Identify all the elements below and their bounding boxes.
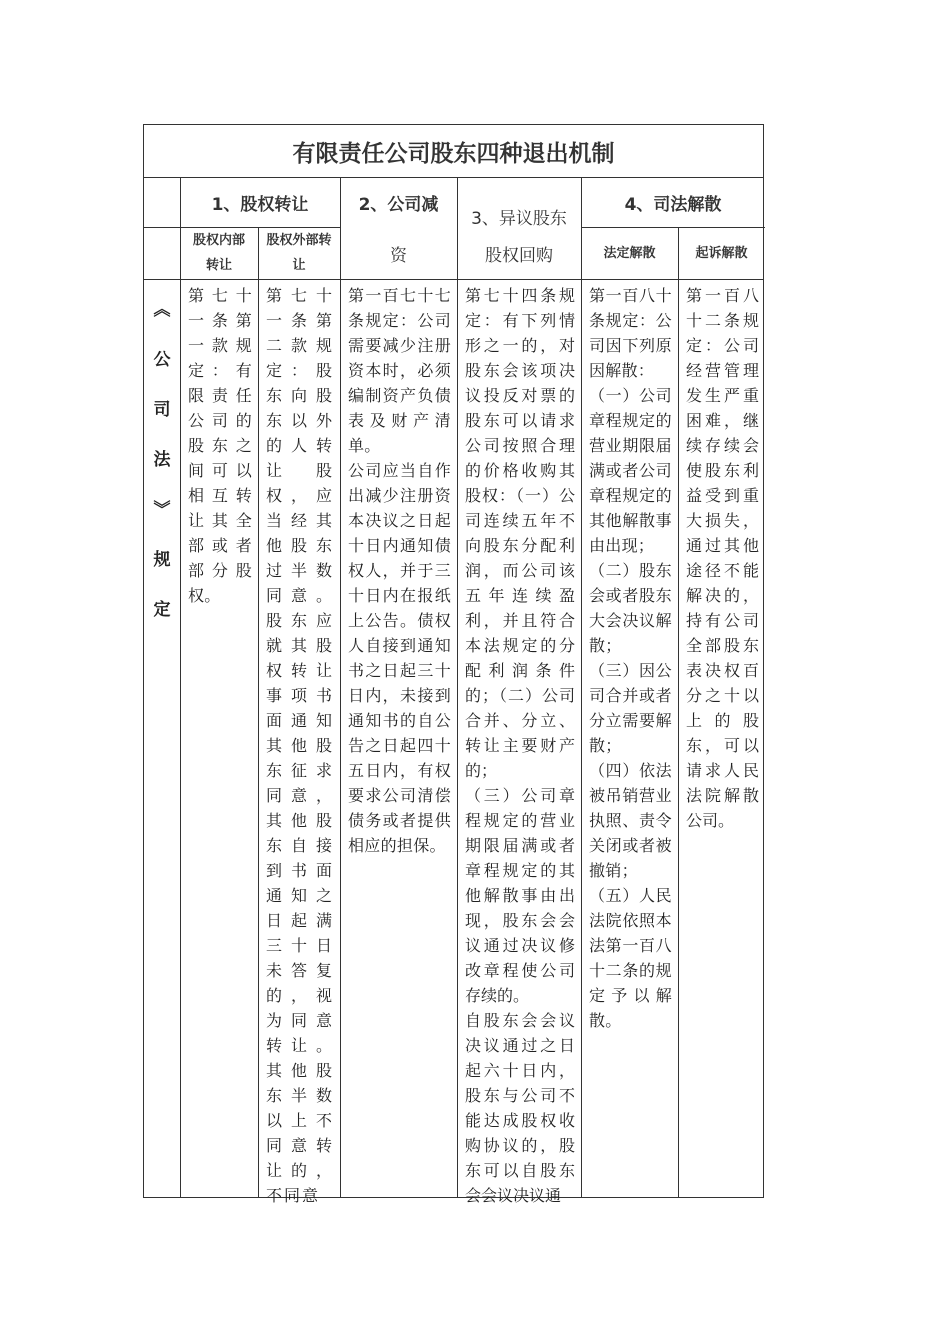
row-label-char: 司 (153, 400, 171, 420)
cell-dissent-buyback (458, 279, 581, 1205)
cell-external-transfer: 第七十一条第二款规定：股东向股东以外的人转让股权，应当经其他股东过半数同意。股东应就其股权转让事项书面通知其他股东征求同意，其他股东自接到书面通知之日起满三十日未答复的，视为同意转让。其他股东半数以上不同意转让的，不同意 (266, 286, 334, 1205)
paragraph: 第一百七十七条规定：公司需要减少注册资本时，必须编制资产负债表及财产清单。 (348, 286, 451, 455)
cell-capital-reduction (341, 279, 457, 1197)
header-capital-reduction: 2、公司减 (358, 194, 439, 215)
header-capital-reduction-line2: 资 (390, 245, 407, 266)
paragraph: （三）因公司合并或者分立需要解散； (589, 661, 672, 755)
row-label-char: 公 (153, 350, 171, 370)
paragraph: （五）人民法院依照本法第一百八十二条的规定予以解散。 (589, 886, 672, 1030)
table-title: 有限责任公司股东四种退出机制 (292, 140, 615, 167)
row-label-char: 规 (153, 550, 171, 570)
cell-statutory-dissolution (582, 279, 678, 1197)
paragraph: （四）依法被吊销营业执照、责令关闭或者被撤销； (589, 761, 672, 880)
paragraph: 第一百八十条规定：公司因下列原因解散： (589, 286, 672, 380)
divider (144, 227, 180, 228)
paragraph: 公司应当自作出减少注册资本决议之日起十日内通知债权人，并于三十日内在报纸上公告。债权人自接到通知书之日起三十日内，未接到通知书的自公告之日起四十五日内，有权要求公司清偿债务或者提供相应的担保。 (348, 461, 451, 855)
cell-internal-transfer: 第七十一条第一款规定：有限责任公司的股东之间可以相互转让其全部或者部分股权。 (188, 286, 252, 605)
header-judicial-dissolution: 4、司法解散 (624, 194, 722, 215)
paragraph: （一）公司章程规定的营业期限届满或者公司章程规定的其他解散事由出现； (589, 386, 672, 555)
subheader-statutory-dissolution: 法定解散 (603, 245, 656, 261)
header-dissent-buyback-line2: 股权回购 (485, 245, 553, 266)
paragraph: （三）公司章程规定的营业期限届满或者章程规定的其他解散事由出现，股东会会议通过决议修改章程使公司存续的。 (465, 786, 575, 1005)
row-label-company-law (144, 279, 180, 1197)
header-equity-transfer: 1、股权转让 (211, 194, 309, 215)
row-label-char: ︽ (153, 300, 171, 320)
row-label-char: ︾ (153, 500, 171, 520)
subheader-internal-transfer: 股权内部转让 (192, 233, 245, 273)
cell-lawsuit-dissolution: 第一百八十二条规定：公司经营管理发生严重困难，继续存续会使股东利益受到重大损失，通过其他途径不能解决的，持有公司全部股东表决权百分之十以上的股东，可以请求人民法院解散公司。 (686, 286, 759, 830)
row-label-char: 定 (153, 600, 171, 620)
paragraph: 第七十四条规定：有下列情形之一的，对股东会该项决议投反对票的股东可以请求公司按照合理的价格收购其股权：（一）公司连续五年不向股东分配利润，而公司该五年连续盈利，并且符合本法规定的分配利润条件的；（二）公司合并、分立、转让主要财产的； (465, 286, 575, 780)
subheader-external-transfer: 股权外部转让 (266, 233, 332, 273)
paragraph: （二）股东会或者股东大会决议解散； (589, 561, 672, 655)
row-label-char: 法 (153, 450, 171, 470)
subheader-lawsuit-dissolution: 起诉解散 (695, 245, 748, 261)
exit-mechanism-table (143, 124, 764, 1205)
paragraph: 自股东会会议决议通过之日起六十日内，股东与公司不能达成股权收购协议的，股东可以自股东会会议决议通 (465, 1011, 575, 1205)
header-dissent-buyback: 3、异议股东 (471, 208, 567, 229)
